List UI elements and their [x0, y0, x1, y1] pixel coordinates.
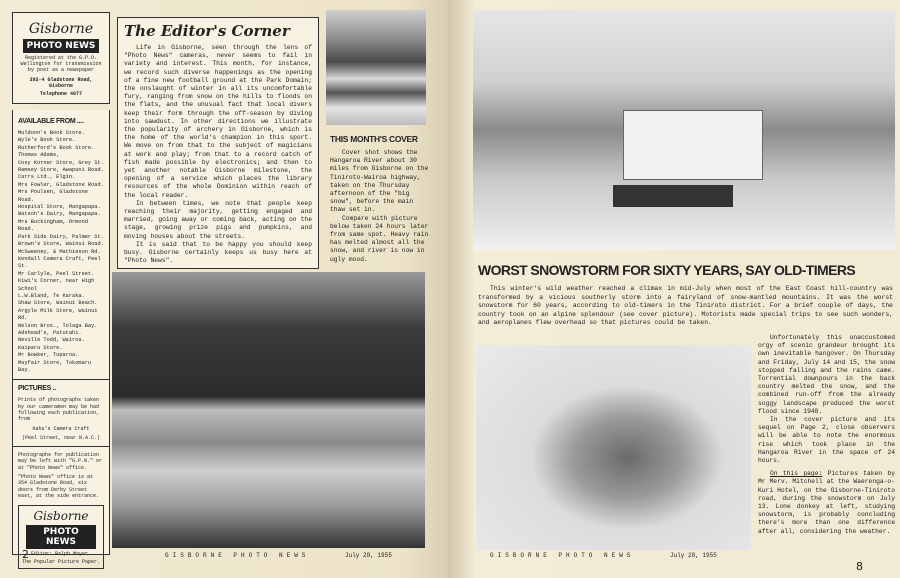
masthead-telephone: Telephone 4077 — [39, 91, 82, 97]
masthead-sub: by post as a newspaper — [27, 67, 94, 73]
pictures-address: (Peel Street, near N.A.C.) — [21, 434, 100, 441]
editors-corner-p1: Life in Gisborne, seen through the lens of "Photo News" cameras, never seems to fail in variety and interest. This month, for instance, we record such diverse happenings as the opening of a fine new football ground at the Park Domain; the onslaught of winter in all its uncomfortable fury, ranging from snow on the hills to floods on the flats, and the unusual fact that local divers keep their form through the off-season by diving into sawdust. In other directions we illustrate the popularity of archery in Gisborne, which is the home of the world's champion in this sport. We move on from that to the subject of magicians at work and play; from that to a record catch of fish made possible by electronics; and then to yet another notable Gisborne milestone, the opening of a service which places the library resources of the whole Dominion within reach of the local reader. — [124, 44, 312, 199]
pictures-shop: Kahu's Camera Craft — [32, 425, 90, 432]
article-intro: This winter's wild weather reached a climax in mid-July when most of the East Coast hill-country was transformed by a vicious southerly storm into a fairyland of snow-mantled mountains. It was the worst snowstorm for 60 years, according to old-timers in the Tiniroto district. For a brief couple of days, the country took on an alpine splendour (see cover picture). Motorists made special trips to see such wonders, and aeroplanes flew overhead so that pictures could be taken. — [478, 285, 893, 326]
article-headline: WORST SNOWSTORM FOR SIXTY YEARS, SAY OLD-TIMERS — [478, 262, 856, 278]
divider — [13, 446, 109, 447]
cover-thumbnail-photo — [326, 10, 426, 125]
available-list-item: Shaw Store, Wainui Beach. — [18, 300, 98, 307]
available-list-item: Hospital Store, Mangapapa. — [18, 204, 101, 211]
caption-label: On this page: — [770, 470, 823, 478]
footer-logo-title: PHOTO NEWS — [26, 525, 96, 549]
editors-corner-p3: It is said that to be happy you should keep busy. Gisborne certainly keeps us busy here at "Photo News". — [124, 240, 312, 265]
available-list-item: Adshead's, Patutahi. — [18, 329, 82, 336]
right-footer-paper: GISBORNE PHOTO NEWS — [490, 552, 635, 559]
available-list-item: Mr Bowker, Tuparoa. — [18, 352, 79, 359]
available-heading: AVAILABLE FROM .... — [18, 118, 84, 125]
masthead-script-logo: Gisborne — [28, 21, 94, 37]
masthead-registered: Registered at the G.P.O. Wellington for transmission — [20, 55, 102, 67]
available-list-item: Kiwi's Corner, near High School — [18, 278, 95, 292]
left-footer-paper: GISBORNE PHOTO NEWS — [165, 552, 310, 559]
donkey-in-snow-photo — [476, 345, 751, 550]
left-footer-date: July 28, 1955 — [345, 552, 392, 559]
pictures-text: Prints of photographs taken by our cameramen may be had following each publication, from — [18, 397, 100, 423]
available-list-item: McSweeney, & Mathieson Rd. — [18, 248, 101, 255]
available-list-item: Wyle's Book Store. — [18, 137, 76, 144]
available-list-item: Mrs Poulsen, Gladstone Road. — [18, 189, 88, 203]
snowy-hotel-photo — [473, 10, 895, 250]
editor-name: Editor: Ralph Mayer. — [30, 551, 91, 558]
available-list-item: Watson's Dairy, Mangapapa. — [18, 211, 101, 218]
article-p2: In the cover picture and its sequel on Page 2, close observers will be able to note the enormous rise which took place in the Hangaroa River in the space of 24 hours. — [758, 416, 895, 465]
available-list-item: Argyle Milk Store, Wainui Rd. — [18, 307, 98, 322]
available-list-item: Brown's Store, Wainui Road. — [18, 241, 104, 248]
left-page-number: 2 — [22, 548, 29, 561]
left-page — [0, 0, 448, 578]
available-list-item: Muldoon's Book Store. — [18, 130, 85, 136]
parked-cars — [613, 185, 733, 207]
editors-corner-p2: In between times, we note that people keep reaching their majority, getting engaged and married, going away or coming back, acting on the stage, growing prize pigs and pumpkins, and moving houses about the streets. — [124, 199, 312, 240]
available-list-item: Carrs Ltd., Elgin. — [18, 174, 76, 181]
available-list-item: Mrs Fowler, Gladstone Road. — [18, 181, 104, 188]
footer-script-logo: Gisborne — [33, 509, 89, 524]
available-list-item: Mrs Buckingham, Ormond Road. — [18, 218, 88, 233]
available-list-item: Rutherford's Book Store. — [18, 144, 95, 151]
available-list-item: Neville Todd, Wairoa. — [18, 337, 85, 344]
cover-p2: Compare with picture below taken 24 hours later from same spot. Heavy rain has melted almost all the snow, and river is now in ugly mood. — [330, 214, 429, 263]
photographs-note: Photographs for publication may be left with "G.P.N." or at "Photo News" office. — [18, 452, 103, 471]
available-list-item: Kaiparu Store. — [18, 344, 63, 351]
available-list — [18, 130, 104, 374]
tagline: The Popular Picture Paper. — [22, 559, 101, 566]
masthead-box — [12, 12, 110, 104]
available-list-item: Ramsey Store, Awapuni Road. — [18, 167, 104, 174]
cover-section — [330, 130, 430, 264]
article-p1: Unfortunately this unaccustomed orgy of scenic grandeur brought its own inevitable hangover. On Thursday and Friday, July 14 and 15, the snow stopped falling and the rains came. Torrential downpours in the back country melted the snow, and the combined run-off from the already soggy landscape produced the worst flood since 1948. — [758, 334, 895, 415]
available-list-item: Mayfair Store, Tokomaru Bay. — [18, 359, 92, 373]
caption-text: Pictures taken by Mr Merv. Mitchell at the Waerenga-o-Kuri Hotel, on the Gisborne-Tiniroto road, during the snowstorm on July 13. Lone donkey at left, studying snowstorm, is probably concluding there's more than one difference after all, considering the weather. — [758, 470, 895, 535]
available-list-item: Cosy Korner Store, Grey St. — [18, 159, 104, 166]
available-list-item: Nelson Bros., Tolaga Bay. — [18, 322, 98, 329]
editors-corner-title: The Editor's Corner — [124, 22, 290, 40]
available-list-item: Park Side Dairy, Palmer St. — [18, 233, 104, 240]
masthead-address: 392-4 Gladstone Road, Gisborne — [29, 77, 93, 89]
right-footer-date: July 28, 1955 — [670, 552, 717, 559]
flooded-river-photo — [112, 272, 425, 548]
cover-p1: Cover shot shows the Hangaroa River about 30 miles from Gisborne on the Tiniroto-Wairoa highway, taken on the Thursday afternoon of the "big snow", before the main thaw set in. — [330, 149, 429, 214]
masthead-title: PHOTO NEWS — [23, 39, 99, 53]
footer-logo-box — [18, 505, 104, 569]
right-page-number: 8 — [856, 560, 863, 573]
available-list-item: Kendall Camera Craft, Peel St. — [18, 255, 101, 270]
sidebar — [12, 110, 110, 566]
hotel-building — [623, 110, 763, 180]
available-list-item: Mr Carlyle, Peel Street. — [18, 270, 95, 277]
article-column — [758, 334, 895, 536]
editors-corner — [117, 17, 319, 269]
article-caption — [758, 470, 895, 536]
office-note: "Photo News" office is at 354 Gladstone Road, six doors from Derby Street east, at the side entrance. — [18, 474, 100, 499]
cover-heading: THIS MONTH'S COVER — [330, 134, 418, 144]
available-list-item: Thomas Adams, — [18, 152, 60, 159]
pictures-heading: PICTURES .. — [18, 385, 56, 393]
available-list-item: L.W.Bland, Te Karaka. — [18, 292, 85, 299]
divider — [13, 379, 109, 380]
